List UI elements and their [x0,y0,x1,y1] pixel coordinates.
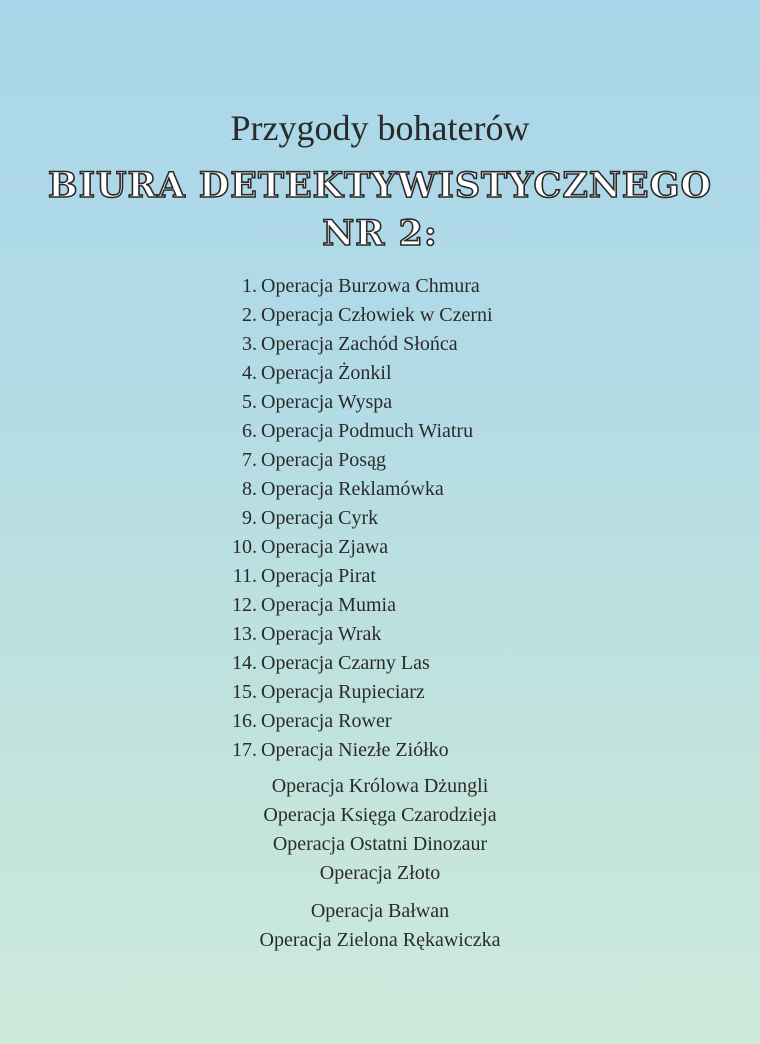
item-title: Operacja Czarny Las [261,652,430,674]
item-number: 2. [242,304,257,326]
series-subtitle: Przygody bohaterów [230,108,530,148]
item-title: Operacja Pirat [261,565,376,587]
list-item [0,272,760,301]
item-number: 4. [242,362,257,384]
item-title: Operacja Człowiek w Czerni [261,304,493,326]
list-item [0,620,760,649]
list-item: Operacja Księga Czarodzieja [263,804,497,826]
item-number: 13. [232,623,257,645]
item-title: Operacja Zjawa [261,536,389,558]
item-number: 15. [232,681,257,703]
list-item: Operacja Złoto [319,862,441,884]
item-number: 3. [242,333,257,355]
list-item [0,591,760,620]
item-number: 17. [232,739,257,761]
special-title-list-1 [0,772,760,888]
item-number: 7. [242,449,257,471]
item-title: Operacja Podmuch Wiatru [261,420,474,442]
series-title-line-2: NR 2: [322,213,438,254]
item-number: 11. [232,565,257,587]
numbered-title-list [0,272,760,765]
item-number: 16. [232,710,257,732]
list-item [0,736,760,765]
list-item [0,446,760,475]
item-number: 5. [242,391,257,413]
list-item [0,475,760,504]
item-title: Operacja Burzowa Chmura [261,275,480,297]
list-item [0,301,760,330]
list-item: Operacja Królowa Dżungli [271,775,489,797]
item-number: 10. [232,536,257,558]
list-item [0,359,760,388]
series-title-line-1: BIURA DETEKTYWISTYCZNEGO [48,165,712,206]
item-number: 1. [242,275,257,297]
list-item [0,707,760,736]
item-title: Operacja Wrak [261,623,382,645]
item-number: 12. [232,594,257,616]
list-item: Operacja Zielona Rękawiczka [259,929,501,951]
list-item: Operacja Bałwan [310,900,450,922]
list-item [0,417,760,446]
item-title: Operacja Mumia [261,594,396,616]
list-item [0,388,760,417]
list-item [0,504,760,533]
item-title: Operacja Żonkil [261,362,392,384]
list-item [0,330,760,359]
item-title: Operacja Cyrk [261,507,379,529]
item-title: Operacja Niezłe Ziółko [261,739,449,761]
list-item: Operacja Ostatni Dinozaur [272,833,488,855]
item-number: 8. [242,478,257,500]
list-item [0,533,760,562]
item-number: 14. [232,652,257,674]
item-title: Operacja Rower [261,710,392,732]
item-title: Operacja Rupieciarz [261,681,425,703]
special-title-list-2 [0,897,760,955]
item-title: Operacja Zachód Słońca [261,333,458,355]
item-number: 9. [242,507,257,529]
item-title: Operacja Wyspa [261,391,393,413]
item-title: Operacja Reklamówka [261,478,444,500]
list-item [0,649,760,678]
list-item [0,562,760,591]
list-item [0,678,760,707]
item-title: Operacja Posąg [261,449,386,471]
item-number: 6. [242,420,257,442]
